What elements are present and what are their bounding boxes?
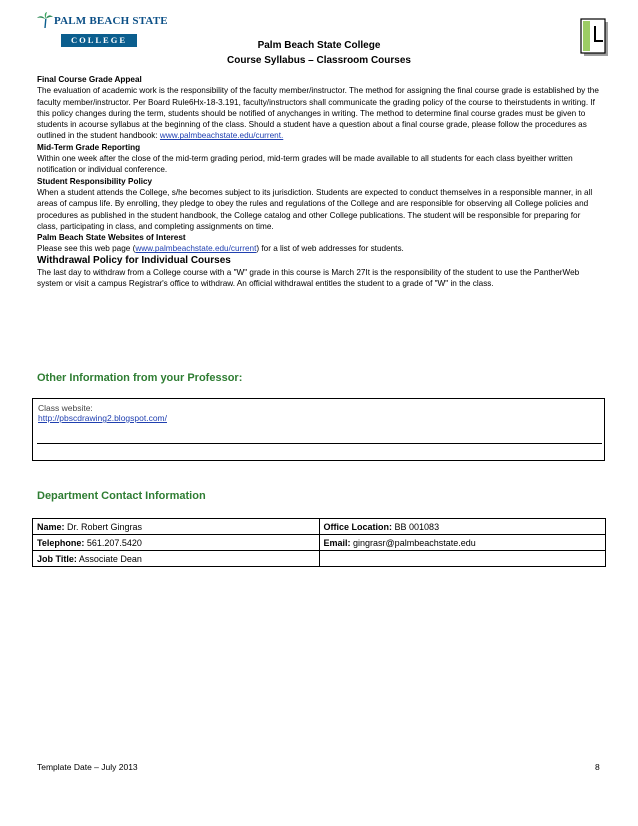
palm-tree-icon	[36, 12, 54, 28]
policy-body	[37, 74, 603, 289]
phone-label: Telephone:	[37, 537, 85, 548]
websites-paragraph	[37, 243, 603, 254]
office-value: BB 001083	[394, 521, 440, 532]
midterm-text: Within one week after the close of the mid-term grading period, mid-term grades will be made available to all students for each class byeither written notification or individual conference.	[37, 154, 573, 175]
responsibility-heading: Student Responsibility Policy	[37, 176, 153, 186]
name-value: Dr. Robert Gingras	[67, 521, 143, 532]
template-date: Template Date – July 2013	[37, 762, 138, 772]
syllabus-subtitle: Course Syllabus – Classroom Courses	[227, 55, 411, 66]
midterm-heading: Mid-Term Grade Reporting	[37, 142, 141, 152]
table-row	[33, 551, 606, 567]
grade-appeal-text: The evaluation of academic work is the responsibility of the faculty member/instructor. The method for assigning the final course grade is established by the faculty member/instructor. Per Board Rule6Hx-18-3.191, faculty/instructors shall communicate the grading policy of the course to theirstudents in writing. If this policy changes during the term, students should be notified of anychanges in writing. The method to determine final course grades must be given to students in acourse syllabus at the beginning of the class. Should a student have a question about a final course grade, please follow the procedures as outlined in the student handbook:	[37, 86, 599, 141]
page-number: 8	[595, 762, 600, 772]
professor-info-heading: Other Information from your Professor:	[37, 372, 243, 384]
name-cell	[33, 519, 320, 535]
divider	[37, 443, 602, 444]
phone-value: 561.207.5420	[86, 537, 142, 548]
job-title-cell	[33, 551, 320, 567]
office-label: Office Location:	[323, 521, 393, 532]
class-website-box	[32, 398, 605, 461]
email-value: gingrasr@palmbeachstate.edu	[353, 537, 476, 548]
office-cell	[319, 519, 606, 535]
contact-table	[32, 518, 606, 567]
job-title-value: Associate Dean	[78, 553, 142, 564]
table-row	[33, 535, 606, 551]
document-icon	[580, 18, 610, 58]
empty-cell	[319, 551, 606, 567]
email-label: Email:	[323, 537, 351, 548]
name-label: Name:	[37, 521, 65, 532]
phone-cell	[33, 535, 320, 551]
department-contact-heading: Department Contact Information	[37, 490, 206, 502]
websites-heading: Palm Beach State Websites of Interest	[37, 233, 186, 243]
class-website-label: Class website:	[38, 403, 93, 413]
websites-text-before: Please see this web page (	[37, 244, 136, 254]
withdrawal-text: The last day to withdraw from a College course with a "W" grade in this course is March 27It is the responsibility of the student to use the PantherWeb system or visit a campus Registrar's office to withdraw. An official withdrawal entitles the student to a grade of "W" in the class.	[37, 267, 580, 289]
email-cell	[319, 535, 606, 551]
grade-appeal-heading: Final Course Grade Appeal	[37, 75, 142, 84]
job-title-label: Job Title:	[37, 553, 77, 564]
grade-appeal-paragraph	[37, 85, 603, 141]
handbook-link[interactable]: www.palmbeachstate.edu/current.	[159, 131, 284, 141]
table-row	[33, 519, 606, 535]
withdrawal-heading: Withdrawal Policy for Individual Courses	[37, 254, 231, 266]
responsibility-text: When a student attends the College, s/he becomes subject to its jurisdiction. Students are expected to conduct themselves in a responsible manner, in all areas of campus life. By enrolling, they pledge to obey the rules and regulations of the College and are responsible for observing all College policies and procedures as published in the student handbook, the College catalog and other College publications. The student will be responsible for preparing for class, participating in class, and completing assignments on time.	[37, 187, 593, 231]
logo-text-line2: COLLEGE	[61, 34, 137, 47]
logo-text-line1: PALM BEACH STATE	[54, 15, 168, 27]
current-students-link[interactable]: www.palmbeachstate.edu/current	[135, 244, 257, 254]
websites-text-after: ) for a list of web addresses for students.	[256, 244, 404, 254]
college-title: Palm Beach State College	[257, 40, 381, 51]
class-website-link[interactable]: http://pbscdrawing2.blogspot.com/	[38, 413, 167, 423]
